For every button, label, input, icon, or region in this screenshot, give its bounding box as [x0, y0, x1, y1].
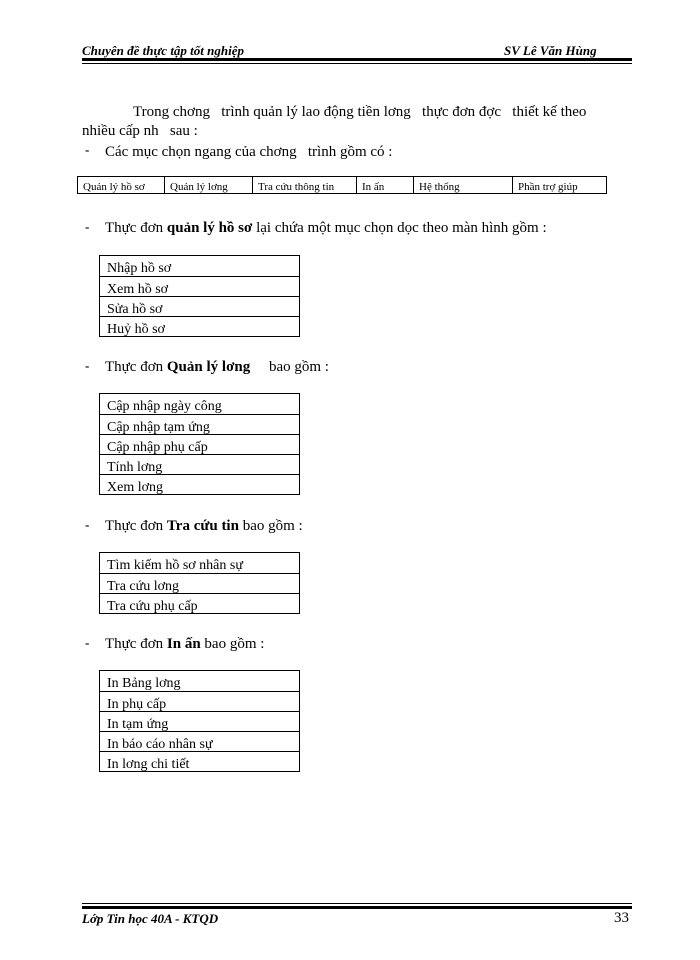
menu-item-quan-ly-ho-so[interactable]: Quản lý hồ sơ: [78, 177, 165, 193]
menu-option[interactable]: In phụ cấp: [100, 691, 299, 711]
section-heading-ho-so: Thực đơn quản lý hồ sơ lại chứa một mục chọn dọc theo màn hình gồm :: [105, 220, 547, 236]
intro-line-2: nhiều cấp nh sau :: [82, 123, 198, 139]
bullet-dash: -: [85, 635, 90, 650]
bullet-dash: -: [85, 219, 90, 234]
menu-option[interactable]: Cập nhập ngày công: [107, 399, 222, 414]
header-left: Chuyên đề thực tập tốt nghiệp: [82, 43, 244, 58]
page-number: 33: [614, 910, 629, 926]
header-right: SV Lê Văn Hùng: [504, 43, 597, 58]
footer-rule-thick: [82, 906, 632, 909]
menu-option[interactable]: Xem lơng: [100, 474, 299, 494]
bullet-dash: -: [85, 142, 90, 157]
vertical-menu-in-an: [99, 670, 300, 772]
intro-line-1: Trong chơng trình quản lý lao động tiền lơng thực đơn đợc thiết kế theo: [133, 104, 587, 120]
menu-option[interactable]: In báo cáo nhân sự: [100, 731, 299, 751]
vertical-menu-tra-cuu: [99, 552, 300, 614]
header-rule-thin: [82, 63, 632, 64]
header-rule-thick: [82, 58, 632, 61]
footer-rule-thin: [82, 903, 632, 904]
menu-option[interactable]: Tìm kiếm hồ sơ nhân sự: [107, 558, 243, 573]
menu-option[interactable]: In Bảng lơng: [107, 676, 181, 691]
horizontal-menu-bar: [77, 176, 607, 194]
menu-option[interactable]: Cập nhập tạm ứng: [100, 414, 299, 434]
section-heading-tra-cuu: Thực đơn Tra cứu tin bao gồm :: [105, 518, 303, 534]
vertical-menu-luong: [99, 393, 300, 495]
footer-left: Lớp Tin học 40A - KTQD: [82, 911, 219, 926]
menu-option[interactable]: In tạm ứng: [100, 711, 299, 731]
menu-item-in-an[interactable]: In ấn: [357, 177, 414, 193]
menu-option[interactable]: Tra cứu lơng: [100, 573, 299, 593]
menu-option[interactable]: In lơng chi tiết: [100, 751, 299, 771]
menu-option[interactable]: Cập nhập phụ cấp: [100, 434, 299, 454]
menu-option[interactable]: Xem hồ sơ: [100, 276, 299, 296]
menu-item-tra-cuu-thong-tin[interactable]: Tra cứu thông tin: [253, 177, 357, 193]
section-heading-luong: Thực đơn Quản lý lơng bao gồm :: [105, 359, 329, 375]
menu-option[interactable]: Nhập hồ sơ: [107, 261, 172, 276]
menu-option[interactable]: Tính lơng: [100, 454, 299, 474]
section-heading-in-an: Thực đơn In ấn bao gồm :: [105, 636, 265, 652]
menu-option[interactable]: Huỷ hồ sơ: [100, 316, 299, 336]
menu-item-phan-tro-giup[interactable]: Phần trợ giúp: [518, 181, 578, 193]
vertical-menu-ho-so: [99, 255, 300, 337]
bullet-dash: -: [85, 358, 90, 373]
menu-item-he-thong[interactable]: Hệ thống: [414, 177, 513, 193]
bullet-dash: -: [85, 517, 90, 532]
horizontal-menu-caption: Các mục chọn ngang của chơng trình gồm có :: [105, 144, 393, 160]
menu-option[interactable]: Tra cứu phụ cấp: [100, 593, 299, 613]
menu-item-quan-ly-luong[interactable]: Quản lý lơng: [165, 177, 253, 193]
menu-option[interactable]: Sửa hồ sơ: [100, 296, 299, 316]
